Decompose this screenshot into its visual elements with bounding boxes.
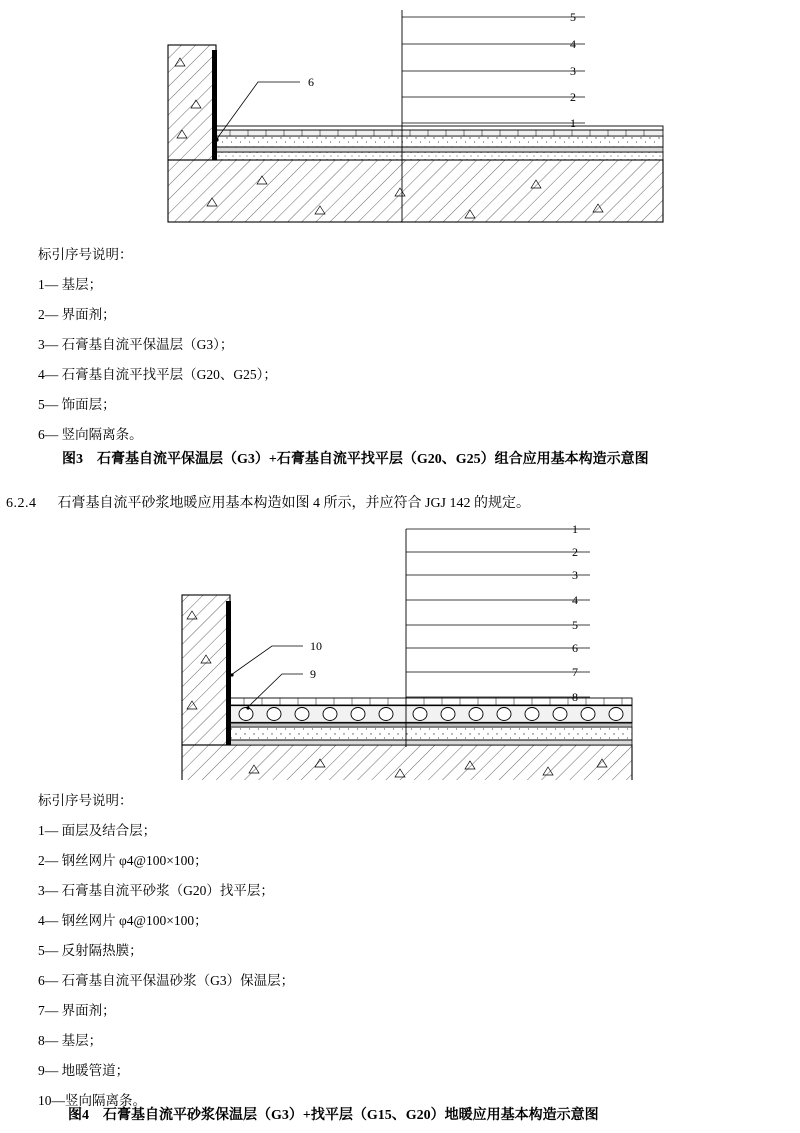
legend-item: 4— 石膏基自流平找平层（G20、G25）；: [38, 367, 277, 382]
leader-number: 7: [572, 665, 578, 679]
figure-3-legend: [38, 240, 277, 450]
leader-number: 4: [570, 37, 576, 51]
figure-3-svg: [0, 0, 800, 235]
legend-item: 3— 石膏基自流平砂浆（G20）找平层；: [38, 883, 274, 898]
legend-item: 8— 基层；: [38, 1033, 103, 1048]
figure-4-svg: [0, 515, 800, 780]
layer-stack: [230, 698, 632, 745]
vertical-isolation-strip: [226, 601, 231, 745]
leader-number: 6: [572, 641, 578, 655]
substrate-hatch: [182, 595, 632, 780]
leader-number-group: [572, 522, 578, 704]
leader-number: 1: [572, 522, 578, 536]
legend-item: 3— 石膏基自流平保温层（G3）；: [38, 337, 234, 352]
leader-number: 2: [570, 90, 576, 104]
leader-lines: [402, 17, 585, 123]
leader-number: 5: [570, 10, 576, 24]
legend-item: 6— 竖向隔离条。: [38, 427, 143, 442]
leader-number: 1: [570, 116, 576, 130]
legend-item: 1— 面层及结合层；: [38, 823, 157, 838]
figure-4-container: [0, 515, 800, 780]
leader-number: 2: [572, 545, 578, 559]
leader-number-group: [570, 10, 576, 130]
legend-title: 标引序号说明：: [38, 793, 133, 808]
legend-item: 5— 反射隔热膜；: [38, 943, 143, 958]
figure-4-caption: 图4 石膏基自流平砂浆保温层（G3）+找平层（G15、G20）地暖应用基本构造示意图: [68, 1108, 599, 1123]
legend-item: 5— 饰面层；: [38, 397, 116, 412]
leader-number: 5: [572, 618, 578, 632]
clause-number: 6.2.4: [6, 496, 37, 511]
legend-item: 10—竖向隔离条。: [38, 1093, 146, 1108]
vertical-isolation-strip: [212, 50, 217, 160]
legend-item: 1— 基层；: [38, 277, 103, 292]
legend-item: 6— 石膏基自流平保温砂浆（G3）保温层；: [38, 973, 295, 988]
leader-number: 8: [572, 690, 578, 704]
callout-10-group: [230, 639, 322, 677]
callout-number: 6: [308, 75, 314, 89]
clause-paragraph: [6, 492, 530, 512]
legend-item: 2— 钢丝网片 φ4@100×100；: [38, 853, 208, 868]
leader-number: 3: [570, 64, 576, 78]
figure-4-legend: [38, 786, 294, 1116]
clause-text: 石膏基自流平砂浆地暖应用基本构造如图 4 所示，并应符合 JGJ 142 的规定。: [57, 496, 531, 511]
leader-number: 4: [572, 593, 578, 607]
legend-item: 7— 界面剂；: [38, 1003, 116, 1018]
leader-number: 3: [572, 568, 578, 582]
callout-number: 10: [310, 639, 322, 653]
legend-item: 4— 钢丝网片 φ4@100×100；: [38, 913, 208, 928]
legend-title: 标引序号说明：: [38, 247, 133, 262]
legend-item: 2— 界面剂；: [38, 307, 116, 322]
figure-3-container: [0, 0, 800, 235]
callout-number: 9: [310, 667, 316, 681]
legend-item: 9— 地暖管道；: [38, 1063, 130, 1078]
layer-stack: [216, 126, 663, 160]
leader-lines: [406, 529, 590, 697]
figure-3-caption: 图3 石膏基自流平保温层（G3）+石膏基自流平找平层（G20、G25）组合应用基本构造示意图: [62, 452, 649, 467]
